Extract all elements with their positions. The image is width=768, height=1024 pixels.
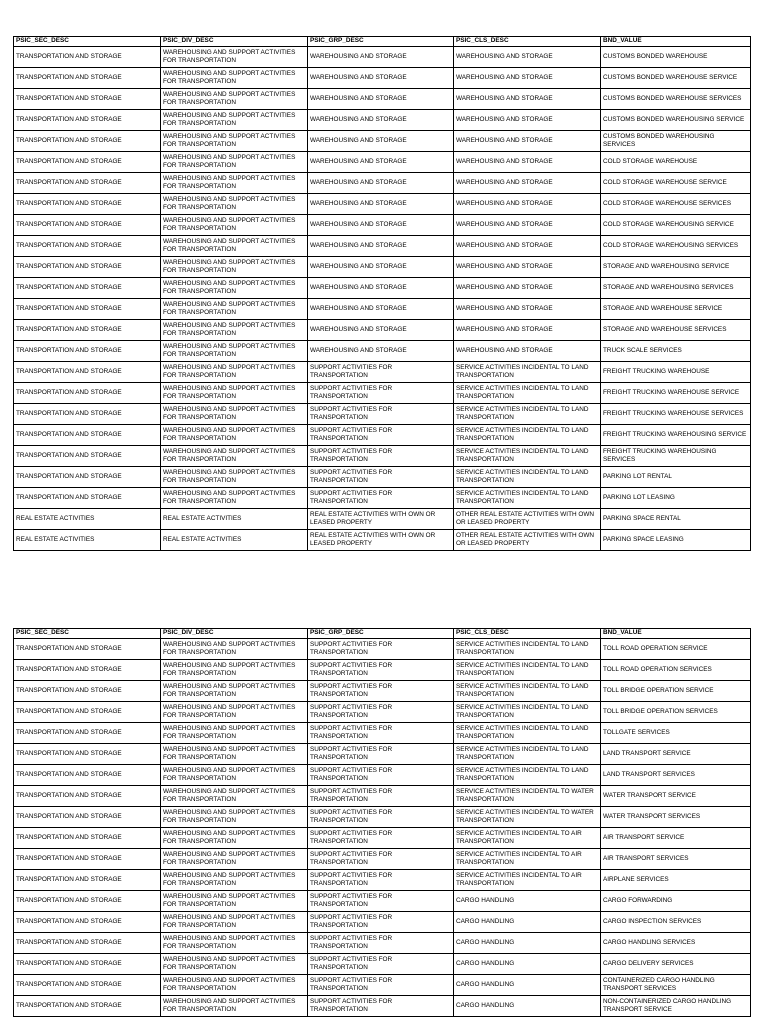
cell-psic-sec-desc: TRANSPORTATION AND STORAGE bbox=[14, 639, 161, 660]
cell-psic-grp-desc: SUPPORT ACTIVITIES FOR TRANSPORTATION bbox=[308, 383, 454, 404]
cell-psic-cls-desc: WAREHOUSING AND STORAGE bbox=[454, 47, 601, 68]
cell-psic-grp-desc: SUPPORT ACTIVITIES FOR TRANSPORTATION bbox=[308, 362, 454, 383]
cell-psic-grp-desc: REAL ESTATE ACTIVITIES WITH OWN OR LEASED PROPERTY bbox=[308, 509, 454, 530]
cell-psic-sec-desc: TRANSPORTATION AND STORAGE bbox=[14, 933, 161, 954]
cell-psic-cls-desc: SERVICE ACTIVITIES INCIDENTAL TO LAND TRANSPORTATION bbox=[454, 639, 601, 660]
cell-bnd-value: COLD STORAGE WAREHOUSE SERVICE bbox=[601, 173, 751, 194]
table-row bbox=[14, 131, 751, 152]
cell-psic-grp-desc: WAREHOUSING AND STORAGE bbox=[308, 110, 454, 131]
cell-psic-grp-desc: WAREHOUSING AND STORAGE bbox=[308, 89, 454, 110]
cell-psic-sec-desc: TRANSPORTATION AND STORAGE bbox=[14, 681, 161, 702]
cell-bnd-value: PARKING LOT RENTAL bbox=[601, 467, 751, 488]
cell-psic-grp-desc: SUPPORT ACTIVITIES FOR TRANSPORTATION bbox=[308, 807, 454, 828]
cell-psic-cls-desc: CARGO HANDLING bbox=[454, 954, 601, 975]
table-row bbox=[14, 530, 751, 551]
cell-psic-div-desc: REAL ESTATE ACTIVITIES bbox=[161, 530, 308, 551]
header-psic-sec-desc: PSIC_SEC_DESC bbox=[14, 629, 161, 639]
cell-psic-cls-desc: CARGO HANDLING bbox=[454, 912, 601, 933]
table-row bbox=[14, 996, 751, 1017]
table-row bbox=[14, 723, 751, 744]
table-row bbox=[14, 320, 751, 341]
cell-psic-div-desc: WAREHOUSING AND SUPPORT ACTIVITIES FOR TRANSPORTATION bbox=[161, 467, 308, 488]
table-header-row bbox=[14, 629, 751, 639]
cell-psic-div-desc: WAREHOUSING AND SUPPORT ACTIVITIES FOR TRANSPORTATION bbox=[161, 828, 308, 849]
cell-bnd-value: PARKING SPACE RENTAL bbox=[601, 509, 751, 530]
cell-psic-div-desc: WAREHOUSING AND SUPPORT ACTIVITIES FOR TRANSPORTATION bbox=[161, 299, 308, 320]
table-row bbox=[14, 47, 751, 68]
cell-psic-grp-desc: SUPPORT ACTIVITIES FOR TRANSPORTATION bbox=[308, 446, 454, 467]
cell-psic-cls-desc: SERVICE ACTIVITIES INCIDENTAL TO AIR TRANSPORTATION bbox=[454, 828, 601, 849]
cell-psic-cls-desc: SERVICE ACTIVITIES INCIDENTAL TO WATER TRANSPORTATION bbox=[454, 786, 601, 807]
cell-psic-sec-desc: TRANSPORTATION AND STORAGE bbox=[14, 278, 161, 299]
cell-psic-cls-desc: SERVICE ACTIVITIES INCIDENTAL TO LAND TRANSPORTATION bbox=[454, 744, 601, 765]
cell-bnd-value: CARGO INSPECTION SERVICES bbox=[601, 912, 751, 933]
cell-psic-div-desc: WAREHOUSING AND SUPPORT ACTIVITIES FOR TRANSPORTATION bbox=[161, 320, 308, 341]
table-row bbox=[14, 299, 751, 320]
cell-psic-sec-desc: TRANSPORTATION AND STORAGE bbox=[14, 975, 161, 996]
cell-bnd-value: TRUCK SCALE SERVICES bbox=[601, 341, 751, 362]
cell-psic-grp-desc: SUPPORT ACTIVITIES FOR TRANSPORTATION bbox=[308, 723, 454, 744]
cell-psic-grp-desc: WAREHOUSING AND STORAGE bbox=[308, 194, 454, 215]
table-row bbox=[14, 278, 751, 299]
table-row bbox=[14, 870, 751, 891]
cell-psic-cls-desc: WAREHOUSING AND STORAGE bbox=[454, 236, 601, 257]
cell-psic-div-desc: WAREHOUSING AND SUPPORT ACTIVITIES FOR TRANSPORTATION bbox=[161, 488, 308, 509]
cell-psic-grp-desc: SUPPORT ACTIVITIES FOR TRANSPORTATION bbox=[308, 744, 454, 765]
cell-psic-div-desc: WAREHOUSING AND SUPPORT ACTIVITIES FOR TRANSPORTATION bbox=[161, 404, 308, 425]
cell-bnd-value: FREIGHT TRUCKING WAREHOUSING SERVICES bbox=[601, 446, 751, 467]
cell-bnd-value: NON-CONTAINERIZED CARGO HANDLING TRANSPORT SERVICE bbox=[601, 996, 751, 1017]
table-row bbox=[14, 404, 751, 425]
cell-psic-grp-desc: SUPPORT ACTIVITIES FOR TRANSPORTATION bbox=[308, 912, 454, 933]
cell-bnd-value: TOLL ROAD OPERATION SERVICE bbox=[601, 639, 751, 660]
cell-psic-div-desc: WAREHOUSING AND SUPPORT ACTIVITIES FOR TRANSPORTATION bbox=[161, 236, 308, 257]
cell-psic-div-desc: WAREHOUSING AND SUPPORT ACTIVITIES FOR TRANSPORTATION bbox=[161, 215, 308, 236]
cell-psic-cls-desc: WAREHOUSING AND STORAGE bbox=[454, 278, 601, 299]
cell-psic-sec-desc: TRANSPORTATION AND STORAGE bbox=[14, 257, 161, 278]
table-row bbox=[14, 912, 751, 933]
cell-psic-sec-desc: TRANSPORTATION AND STORAGE bbox=[14, 341, 161, 362]
cell-psic-div-desc: WAREHOUSING AND SUPPORT ACTIVITIES FOR TRANSPORTATION bbox=[161, 68, 308, 89]
cell-bnd-value: TOLL BRIDGE OPERATION SERVICE bbox=[601, 681, 751, 702]
cell-psic-div-desc: WAREHOUSING AND SUPPORT ACTIVITIES FOR TRANSPORTATION bbox=[161, 996, 308, 1017]
cell-psic-cls-desc: SERVICE ACTIVITIES INCIDENTAL TO LAND TRANSPORTATION bbox=[454, 425, 601, 446]
table-row bbox=[14, 744, 751, 765]
cell-psic-cls-desc: WAREHOUSING AND STORAGE bbox=[454, 299, 601, 320]
cell-bnd-value: TOLL ROAD OPERATION SERVICES bbox=[601, 660, 751, 681]
cell-psic-sec-desc: REAL ESTATE ACTIVITIES bbox=[14, 509, 161, 530]
cell-bnd-value: STORAGE AND WAREHOUSING SERVICE bbox=[601, 257, 751, 278]
cell-psic-sec-desc: TRANSPORTATION AND STORAGE bbox=[14, 320, 161, 341]
cell-psic-grp-desc: SUPPORT ACTIVITIES FOR TRANSPORTATION bbox=[308, 660, 454, 681]
cell-psic-sec-desc: TRANSPORTATION AND STORAGE bbox=[14, 828, 161, 849]
cell-bnd-value: STORAGE AND WAREHOUSE SERVICES bbox=[601, 320, 751, 341]
cell-psic-div-desc: WAREHOUSING AND SUPPORT ACTIVITIES FOR TRANSPORTATION bbox=[161, 639, 308, 660]
cell-psic-sec-desc: TRANSPORTATION AND STORAGE bbox=[14, 383, 161, 404]
cell-psic-grp-desc: SUPPORT ACTIVITIES FOR TRANSPORTATION bbox=[308, 975, 454, 996]
cell-psic-cls-desc: WAREHOUSING AND STORAGE bbox=[454, 68, 601, 89]
cell-psic-cls-desc: SERVICE ACTIVITIES INCIDENTAL TO LAND TRANSPORTATION bbox=[454, 765, 601, 786]
cell-psic-div-desc: WAREHOUSING AND SUPPORT ACTIVITIES FOR TRANSPORTATION bbox=[161, 660, 308, 681]
cell-psic-cls-desc: SERVICE ACTIVITIES INCIDENTAL TO LAND TRANSPORTATION bbox=[454, 362, 601, 383]
cell-psic-grp-desc: WAREHOUSING AND STORAGE bbox=[308, 131, 454, 152]
cell-psic-grp-desc: SUPPORT ACTIVITIES FOR TRANSPORTATION bbox=[308, 954, 454, 975]
cell-psic-div-desc: WAREHOUSING AND SUPPORT ACTIVITIES FOR TRANSPORTATION bbox=[161, 383, 308, 404]
cell-psic-cls-desc: SERVICE ACTIVITIES INCIDENTAL TO LAND TRANSPORTATION bbox=[454, 446, 601, 467]
cell-bnd-value: AIRPLANE SERVICES bbox=[601, 870, 751, 891]
table-row bbox=[14, 173, 751, 194]
header-psic-grp-desc: PSIC_GRP_DESC bbox=[308, 629, 454, 639]
cell-bnd-value: WATER TRANSPORT SERVICES bbox=[601, 807, 751, 828]
cell-psic-sec-desc: TRANSPORTATION AND STORAGE bbox=[14, 996, 161, 1017]
cell-bnd-value: STORAGE AND WAREHOUSE SERVICE bbox=[601, 299, 751, 320]
cell-psic-cls-desc: WAREHOUSING AND STORAGE bbox=[454, 152, 601, 173]
cell-psic-grp-desc: WAREHOUSING AND STORAGE bbox=[308, 278, 454, 299]
cell-bnd-value: PARKING LOT LEASING bbox=[601, 488, 751, 509]
cell-psic-grp-desc: WAREHOUSING AND STORAGE bbox=[308, 299, 454, 320]
table-row bbox=[14, 257, 751, 278]
table-row bbox=[14, 446, 751, 467]
cell-psic-div-desc: REAL ESTATE ACTIVITIES bbox=[161, 509, 308, 530]
cell-psic-sec-desc: TRANSPORTATION AND STORAGE bbox=[14, 215, 161, 236]
cell-psic-sec-desc: TRANSPORTATION AND STORAGE bbox=[14, 173, 161, 194]
cell-psic-cls-desc: WAREHOUSING AND STORAGE bbox=[454, 341, 601, 362]
header-psic-sec-desc: PSIC_SEC_DESC bbox=[14, 37, 161, 47]
cell-psic-div-desc: WAREHOUSING AND SUPPORT ACTIVITIES FOR TRANSPORTATION bbox=[161, 278, 308, 299]
cell-psic-sec-desc: TRANSPORTATION AND STORAGE bbox=[14, 870, 161, 891]
cell-psic-div-desc: WAREHOUSING AND SUPPORT ACTIVITIES FOR TRANSPORTATION bbox=[161, 341, 308, 362]
cell-psic-cls-desc: SERVICE ACTIVITIES INCIDENTAL TO LAND TRANSPORTATION bbox=[454, 681, 601, 702]
table-row bbox=[14, 383, 751, 404]
cell-psic-sec-desc: REAL ESTATE ACTIVITIES bbox=[14, 530, 161, 551]
cell-psic-grp-desc: SUPPORT ACTIVITIES FOR TRANSPORTATION bbox=[308, 891, 454, 912]
cell-bnd-value: STORAGE AND WAREHOUSING SERVICES bbox=[601, 278, 751, 299]
header-bnd-value: BND_VALUE bbox=[601, 629, 751, 639]
cell-psic-div-desc: WAREHOUSING AND SUPPORT ACTIVITIES FOR TRANSPORTATION bbox=[161, 723, 308, 744]
cell-psic-cls-desc: CARGO HANDLING bbox=[454, 975, 601, 996]
cell-psic-cls-desc: WAREHOUSING AND STORAGE bbox=[454, 194, 601, 215]
cell-psic-sec-desc: TRANSPORTATION AND STORAGE bbox=[14, 723, 161, 744]
cell-psic-cls-desc: SERVICE ACTIVITIES INCIDENTAL TO LAND TRANSPORTATION bbox=[454, 702, 601, 723]
cell-psic-cls-desc: WAREHOUSING AND STORAGE bbox=[454, 215, 601, 236]
cell-psic-cls-desc: WAREHOUSING AND STORAGE bbox=[454, 173, 601, 194]
cell-psic-cls-desc: OTHER REAL ESTATE ACTIVITIES WITH OWN OR LEASED PROPERTY bbox=[454, 530, 601, 551]
cell-psic-div-desc: WAREHOUSING AND SUPPORT ACTIVITIES FOR TRANSPORTATION bbox=[161, 786, 308, 807]
cell-bnd-value: CUSTOMS BONDED WAREHOUSING SERVICES bbox=[601, 131, 751, 152]
cell-psic-sec-desc: TRANSPORTATION AND STORAGE bbox=[14, 660, 161, 681]
cell-psic-cls-desc: SERVICE ACTIVITIES INCIDENTAL TO LAND TRANSPORTATION bbox=[454, 488, 601, 509]
cell-psic-grp-desc: SUPPORT ACTIVITIES FOR TRANSPORTATION bbox=[308, 404, 454, 425]
cell-psic-grp-desc: WAREHOUSING AND STORAGE bbox=[308, 173, 454, 194]
cell-psic-div-desc: WAREHOUSING AND SUPPORT ACTIVITIES FOR TRANSPORTATION bbox=[161, 933, 308, 954]
cell-psic-cls-desc: WAREHOUSING AND STORAGE bbox=[454, 320, 601, 341]
classification-table-2 bbox=[13, 628, 751, 1017]
table-row bbox=[14, 425, 751, 446]
cell-psic-div-desc: WAREHOUSING AND SUPPORT ACTIVITIES FOR TRANSPORTATION bbox=[161, 173, 308, 194]
table-row bbox=[14, 786, 751, 807]
cell-psic-sec-desc: TRANSPORTATION AND STORAGE bbox=[14, 891, 161, 912]
header-psic-grp-desc: PSIC_GRP_DESC bbox=[308, 37, 454, 47]
table-row bbox=[14, 702, 751, 723]
cell-psic-grp-desc: WAREHOUSING AND STORAGE bbox=[308, 215, 454, 236]
cell-psic-cls-desc: CARGO HANDLING bbox=[454, 996, 601, 1017]
table-row bbox=[14, 110, 751, 131]
table-row bbox=[14, 236, 751, 257]
cell-psic-div-desc: WAREHOUSING AND SUPPORT ACTIVITIES FOR TRANSPORTATION bbox=[161, 744, 308, 765]
cell-psic-grp-desc: SUPPORT ACTIVITIES FOR TRANSPORTATION bbox=[308, 765, 454, 786]
cell-psic-div-desc: WAREHOUSING AND SUPPORT ACTIVITIES FOR TRANSPORTATION bbox=[161, 870, 308, 891]
cell-bnd-value: TOLL BRIDGE OPERATION SERVICES bbox=[601, 702, 751, 723]
cell-psic-cls-desc: SERVICE ACTIVITIES INCIDENTAL TO AIR TRANSPORTATION bbox=[454, 849, 601, 870]
cell-psic-sec-desc: TRANSPORTATION AND STORAGE bbox=[14, 912, 161, 933]
cell-psic-sec-desc: TRANSPORTATION AND STORAGE bbox=[14, 954, 161, 975]
cell-psic-div-desc: WAREHOUSING AND SUPPORT ACTIVITIES FOR TRANSPORTATION bbox=[161, 446, 308, 467]
cell-psic-cls-desc: WAREHOUSING AND STORAGE bbox=[454, 131, 601, 152]
cell-psic-cls-desc: WAREHOUSING AND STORAGE bbox=[454, 89, 601, 110]
header-psic-cls-desc: PSIC_CLS_DESC bbox=[454, 629, 601, 639]
cell-psic-sec-desc: TRANSPORTATION AND STORAGE bbox=[14, 152, 161, 173]
table-body bbox=[14, 47, 751, 551]
table-row bbox=[14, 891, 751, 912]
table-row bbox=[14, 975, 751, 996]
cell-psic-cls-desc: SERVICE ACTIVITIES INCIDENTAL TO LAND TRANSPORTATION bbox=[454, 467, 601, 488]
cell-psic-div-desc: WAREHOUSING AND SUPPORT ACTIVITIES FOR TRANSPORTATION bbox=[161, 47, 308, 68]
table-row bbox=[14, 807, 751, 828]
cell-psic-div-desc: WAREHOUSING AND SUPPORT ACTIVITIES FOR TRANSPORTATION bbox=[161, 362, 308, 383]
table-body bbox=[14, 639, 751, 1017]
cell-psic-sec-desc: TRANSPORTATION AND STORAGE bbox=[14, 765, 161, 786]
cell-psic-grp-desc: WAREHOUSING AND STORAGE bbox=[308, 341, 454, 362]
cell-psic-grp-desc: WAREHOUSING AND STORAGE bbox=[308, 257, 454, 278]
cell-psic-grp-desc: SUPPORT ACTIVITIES FOR TRANSPORTATION bbox=[308, 870, 454, 891]
cell-psic-grp-desc: SUPPORT ACTIVITIES FOR TRANSPORTATION bbox=[308, 933, 454, 954]
cell-bnd-value: FREIGHT TRUCKING WAREHOUSE SERVICE bbox=[601, 383, 751, 404]
cell-psic-grp-desc: SUPPORT ACTIVITIES FOR TRANSPORTATION bbox=[308, 996, 454, 1017]
cell-psic-div-desc: WAREHOUSING AND SUPPORT ACTIVITIES FOR TRANSPORTATION bbox=[161, 702, 308, 723]
cell-psic-sec-desc: TRANSPORTATION AND STORAGE bbox=[14, 236, 161, 257]
cell-psic-grp-desc: WAREHOUSING AND STORAGE bbox=[308, 320, 454, 341]
cell-psic-sec-desc: TRANSPORTATION AND STORAGE bbox=[14, 467, 161, 488]
table-row bbox=[14, 152, 751, 173]
cell-psic-cls-desc: CARGO HANDLING bbox=[454, 933, 601, 954]
cell-psic-sec-desc: TRANSPORTATION AND STORAGE bbox=[14, 362, 161, 383]
table-row bbox=[14, 954, 751, 975]
cell-psic-grp-desc: SUPPORT ACTIVITIES FOR TRANSPORTATION bbox=[308, 828, 454, 849]
header-psic-cls-desc: PSIC_CLS_DESC bbox=[454, 37, 601, 47]
table-row bbox=[14, 341, 751, 362]
cell-psic-grp-desc: SUPPORT ACTIVITIES FOR TRANSPORTATION bbox=[308, 786, 454, 807]
cell-bnd-value: TOLLGATE SERVICES bbox=[601, 723, 751, 744]
cell-bnd-value: CARGO HANDLING SERVICES bbox=[601, 933, 751, 954]
cell-bnd-value: LAND TRANSPORT SERVICES bbox=[601, 765, 751, 786]
table-row bbox=[14, 467, 751, 488]
table-row bbox=[14, 488, 751, 509]
cell-psic-div-desc: WAREHOUSING AND SUPPORT ACTIVITIES FOR TRANSPORTATION bbox=[161, 681, 308, 702]
cell-psic-sec-desc: TRANSPORTATION AND STORAGE bbox=[14, 131, 161, 152]
header-bnd-value: BND_VALUE bbox=[601, 37, 751, 47]
cell-psic-div-desc: WAREHOUSING AND SUPPORT ACTIVITIES FOR TRANSPORTATION bbox=[161, 425, 308, 446]
cell-psic-grp-desc: REAL ESTATE ACTIVITIES WITH OWN OR LEASED PROPERTY bbox=[308, 530, 454, 551]
table-row bbox=[14, 194, 751, 215]
classification-table-1 bbox=[13, 36, 751, 551]
cell-bnd-value: AIR TRANSPORT SERVICE bbox=[601, 828, 751, 849]
cell-psic-div-desc: WAREHOUSING AND SUPPORT ACTIVITIES FOR TRANSPORTATION bbox=[161, 975, 308, 996]
cell-psic-sec-desc: TRANSPORTATION AND STORAGE bbox=[14, 807, 161, 828]
cell-bnd-value: CARGO FORWARDING bbox=[601, 891, 751, 912]
cell-psic-div-desc: WAREHOUSING AND SUPPORT ACTIVITIES FOR TRANSPORTATION bbox=[161, 912, 308, 933]
cell-bnd-value: AIR TRANSPORT SERVICES bbox=[601, 849, 751, 870]
cell-psic-cls-desc: SERVICE ACTIVITIES INCIDENTAL TO LAND TRANSPORTATION bbox=[454, 383, 601, 404]
cell-psic-sec-desc: TRANSPORTATION AND STORAGE bbox=[14, 47, 161, 68]
cell-psic-sec-desc: TRANSPORTATION AND STORAGE bbox=[14, 68, 161, 89]
table-row bbox=[14, 68, 751, 89]
cell-psic-cls-desc: SERVICE ACTIVITIES INCIDENTAL TO WATER TRANSPORTATION bbox=[454, 807, 601, 828]
cell-bnd-value: PARKING SPACE LEASING bbox=[601, 530, 751, 551]
header-psic-div-desc: PSIC_DIV_DESC bbox=[161, 37, 308, 47]
cell-psic-grp-desc: WAREHOUSING AND STORAGE bbox=[308, 47, 454, 68]
cell-bnd-value: FREIGHT TRUCKING WAREHOUSE SERVICES bbox=[601, 404, 751, 425]
cell-psic-grp-desc: SUPPORT ACTIVITIES FOR TRANSPORTATION bbox=[308, 702, 454, 723]
cell-bnd-value: CUSTOMS BONDED WAREHOUSING SERVICE bbox=[601, 110, 751, 131]
cell-bnd-value: COLD STORAGE WAREHOUSE bbox=[601, 152, 751, 173]
cell-psic-grp-desc: SUPPORT ACTIVITIES FOR TRANSPORTATION bbox=[308, 425, 454, 446]
cell-psic-sec-desc: TRANSPORTATION AND STORAGE bbox=[14, 404, 161, 425]
cell-bnd-value: CUSTOMS BONDED WAREHOUSE SERVICES bbox=[601, 89, 751, 110]
cell-psic-div-desc: WAREHOUSING AND SUPPORT ACTIVITIES FOR TRANSPORTATION bbox=[161, 89, 308, 110]
cell-bnd-value: CUSTOMS BONDED WAREHOUSE SERVICE bbox=[601, 68, 751, 89]
cell-psic-sec-desc: TRANSPORTATION AND STORAGE bbox=[14, 702, 161, 723]
cell-psic-sec-desc: TRANSPORTATION AND STORAGE bbox=[14, 488, 161, 509]
cell-psic-cls-desc: WAREHOUSING AND STORAGE bbox=[454, 257, 601, 278]
cell-bnd-value: COLD STORAGE WAREHOUSING SERVICES bbox=[601, 236, 751, 257]
cell-psic-grp-desc: SUPPORT ACTIVITIES FOR TRANSPORTATION bbox=[308, 467, 454, 488]
table-header-row bbox=[14, 37, 751, 47]
cell-psic-cls-desc: CARGO HANDLING bbox=[454, 891, 601, 912]
cell-psic-cls-desc: OTHER REAL ESTATE ACTIVITIES WITH OWN OR LEASED PROPERTY bbox=[454, 509, 601, 530]
table-row bbox=[14, 362, 751, 383]
cell-bnd-value: CUSTOMS BONDED WAREHOUSE bbox=[601, 47, 751, 68]
cell-psic-grp-desc: SUPPORT ACTIVITIES FOR TRANSPORTATION bbox=[308, 488, 454, 509]
table-row bbox=[14, 89, 751, 110]
cell-psic-sec-desc: TRANSPORTATION AND STORAGE bbox=[14, 299, 161, 320]
header-psic-div-desc: PSIC_DIV_DESC bbox=[161, 629, 308, 639]
cell-bnd-value: FREIGHT TRUCKING WAREHOUSING SERVICE bbox=[601, 425, 751, 446]
cell-psic-sec-desc: TRANSPORTATION AND STORAGE bbox=[14, 425, 161, 446]
cell-bnd-value: LAND TRANSPORT SERVICE bbox=[601, 744, 751, 765]
table-row bbox=[14, 849, 751, 870]
cell-psic-sec-desc: TRANSPORTATION AND STORAGE bbox=[14, 89, 161, 110]
table-row bbox=[14, 681, 751, 702]
cell-psic-sec-desc: TRANSPORTATION AND STORAGE bbox=[14, 849, 161, 870]
cell-psic-div-desc: WAREHOUSING AND SUPPORT ACTIVITIES FOR TRANSPORTATION bbox=[161, 152, 308, 173]
cell-psic-div-desc: WAREHOUSING AND SUPPORT ACTIVITIES FOR TRANSPORTATION bbox=[161, 807, 308, 828]
cell-bnd-value: CONTAINERIZED CARGO HANDLING TRANSPORT SERVICES bbox=[601, 975, 751, 996]
cell-bnd-value: FREIGHT TRUCKING WAREHOUSE bbox=[601, 362, 751, 383]
cell-psic-grp-desc: WAREHOUSING AND STORAGE bbox=[308, 236, 454, 257]
cell-psic-cls-desc: SERVICE ACTIVITIES INCIDENTAL TO AIR TRANSPORTATION bbox=[454, 870, 601, 891]
cell-psic-grp-desc: SUPPORT ACTIVITIES FOR TRANSPORTATION bbox=[308, 639, 454, 660]
cell-bnd-value: COLD STORAGE WAREHOUSING SERVICE bbox=[601, 215, 751, 236]
cell-psic-div-desc: WAREHOUSING AND SUPPORT ACTIVITIES FOR TRANSPORTATION bbox=[161, 110, 308, 131]
table-row bbox=[14, 765, 751, 786]
cell-psic-div-desc: WAREHOUSING AND SUPPORT ACTIVITIES FOR TRANSPORTATION bbox=[161, 891, 308, 912]
cell-psic-div-desc: WAREHOUSING AND SUPPORT ACTIVITIES FOR TRANSPORTATION bbox=[161, 257, 308, 278]
table-row bbox=[14, 828, 751, 849]
cell-bnd-value: CARGO DELIVERY SERVICES bbox=[601, 954, 751, 975]
cell-psic-sec-desc: TRANSPORTATION AND STORAGE bbox=[14, 786, 161, 807]
table-row bbox=[14, 639, 751, 660]
cell-psic-grp-desc: WAREHOUSING AND STORAGE bbox=[308, 68, 454, 89]
table-row bbox=[14, 509, 751, 530]
cell-psic-cls-desc: SERVICE ACTIVITIES INCIDENTAL TO LAND TRANSPORTATION bbox=[454, 660, 601, 681]
cell-psic-sec-desc: TRANSPORTATION AND STORAGE bbox=[14, 110, 161, 131]
cell-psic-sec-desc: TRANSPORTATION AND STORAGE bbox=[14, 744, 161, 765]
cell-psic-sec-desc: TRANSPORTATION AND STORAGE bbox=[14, 446, 161, 467]
cell-psic-grp-desc: WAREHOUSING AND STORAGE bbox=[308, 152, 454, 173]
cell-psic-div-desc: WAREHOUSING AND SUPPORT ACTIVITIES FOR TRANSPORTATION bbox=[161, 131, 308, 152]
cell-psic-sec-desc: TRANSPORTATION AND STORAGE bbox=[14, 194, 161, 215]
cell-psic-div-desc: WAREHOUSING AND SUPPORT ACTIVITIES FOR TRANSPORTATION bbox=[161, 849, 308, 870]
cell-psic-cls-desc: SERVICE ACTIVITIES INCIDENTAL TO LAND TRANSPORTATION bbox=[454, 404, 601, 425]
cell-bnd-value: COLD STORAGE WAREHOUSE SERVICES bbox=[601, 194, 751, 215]
cell-psic-cls-desc: WAREHOUSING AND STORAGE bbox=[454, 110, 601, 131]
cell-psic-grp-desc: SUPPORT ACTIVITIES FOR TRANSPORTATION bbox=[308, 681, 454, 702]
cell-psic-div-desc: WAREHOUSING AND SUPPORT ACTIVITIES FOR TRANSPORTATION bbox=[161, 194, 308, 215]
table-row bbox=[14, 660, 751, 681]
table-row bbox=[14, 215, 751, 236]
cell-psic-div-desc: WAREHOUSING AND SUPPORT ACTIVITIES FOR TRANSPORTATION bbox=[161, 765, 308, 786]
cell-psic-cls-desc: SERVICE ACTIVITIES INCIDENTAL TO LAND TRANSPORTATION bbox=[454, 723, 601, 744]
cell-psic-grp-desc: SUPPORT ACTIVITIES FOR TRANSPORTATION bbox=[308, 849, 454, 870]
cell-bnd-value: WATER TRANSPORT SERVICE bbox=[601, 786, 751, 807]
table-row bbox=[14, 933, 751, 954]
cell-psic-div-desc: WAREHOUSING AND SUPPORT ACTIVITIES FOR TRANSPORTATION bbox=[161, 954, 308, 975]
